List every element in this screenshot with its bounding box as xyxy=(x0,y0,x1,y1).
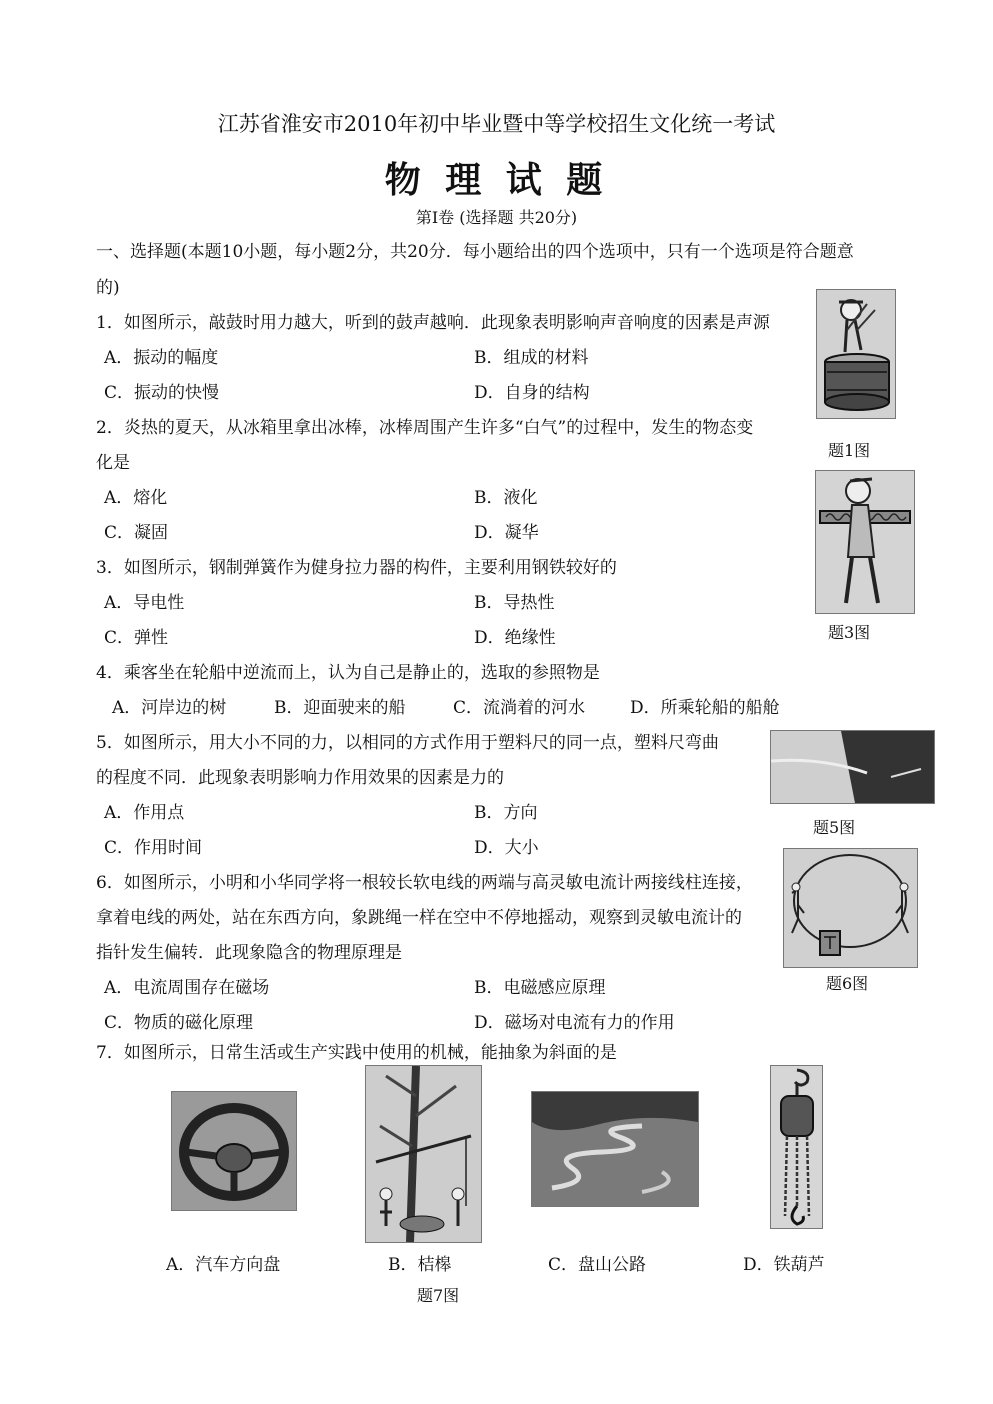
question-5-stem: 5．如图所示，用大小不同的力，以相同的方式作用于塑料尺的同一点，塑料尺弯曲 xyxy=(96,733,719,753)
question-4-stem: 4．乘客坐在轮船中逆流而上，认为自己是静止的，选取的参照物是 xyxy=(96,663,600,683)
question-1-stem: 1．如图所示，敲鼓时用力越大，听到的鼓声越响．此现象表明影响声音响度的因素是声源 xyxy=(96,313,770,333)
q7-option-c: C．盘山公路 xyxy=(548,1255,647,1275)
fig7a-steering-wheel-image xyxy=(171,1091,297,1211)
question-7-stem: 7．如图所示，日常生活或生产实践中使用的机械，能抽象为斜面的是 xyxy=(96,1043,617,1063)
fig3-caption: 题3图 xyxy=(828,623,871,642)
fig7-caption: 题7图 xyxy=(417,1286,460,1305)
fig5-ruler-image xyxy=(770,730,935,804)
q1-option-c: C．振动的快慢 xyxy=(104,383,220,403)
q7-option-b: B．桔槔 xyxy=(388,1255,452,1275)
fig7c-mountain-road-image xyxy=(531,1091,699,1207)
fig6-caption: 题6图 xyxy=(826,974,869,993)
question-3-stem: 3．如图所示，钢制弹簧作为健身拉力器的构件，主要利用钢铁较好的 xyxy=(96,558,617,578)
q6-option-c: C．物质的磁化原理 xyxy=(104,1013,254,1033)
q2-option-b: B．液化 xyxy=(474,488,538,508)
section-heading-cont: 的) xyxy=(96,278,120,298)
fig7b-well-sweep-image xyxy=(365,1065,482,1243)
q1-option-a: A．振动的幅度 xyxy=(104,348,219,368)
q3-option-c: C．弹性 xyxy=(104,628,169,648)
q3-option-b: B．导热性 xyxy=(474,593,555,613)
q2-option-d: D．凝华 xyxy=(474,523,539,543)
fig3-expander-image xyxy=(815,470,915,614)
subject-title: 物 理 试 题 xyxy=(384,159,609,201)
q3-option-a: A．导电性 xyxy=(104,593,185,613)
q5-option-c: C．作用时间 xyxy=(104,838,203,858)
q6-option-a: A．电流周围存在磁场 xyxy=(104,978,270,998)
question-2-stem: 2．炎热的夏天，从冰箱里拿出冰棒，冰棒周围产生许多“白气”的过程中，发生的物态变 xyxy=(96,418,754,438)
section-heading: 一、选择题(本题10小题，每小题2分，共20分．每小题给出的四个选项中，只有一个选项是符合题意 xyxy=(96,242,854,262)
q2-option-a: A．熔化 xyxy=(104,488,168,508)
q5-option-d: D．大小 xyxy=(474,838,539,858)
question-6-stem: 6．如图所示，小明和小华同学将一根较长软电线的两端与高灵敏电流计两接线柱连接， xyxy=(96,873,753,893)
q6-option-b: B．电磁感应原理 xyxy=(474,978,606,998)
q1-option-d: D．自身的结构 xyxy=(474,383,590,403)
q6-option-d: D．磁场对电流有力的作用 xyxy=(474,1013,675,1033)
question-5-stem-cont: 的程度不同．此现象表明影响力作用效果的因素是力的 xyxy=(96,768,504,788)
fig1-caption: 题1图 xyxy=(828,441,871,460)
q1-option-b: B．组成的材料 xyxy=(474,348,589,368)
question-2-stem-cont: 化是 xyxy=(96,453,130,473)
q4-option-a: A．河岸边的树 xyxy=(112,698,227,718)
q5-option-b: B．方向 xyxy=(474,803,538,823)
q4-option-d: D．所乘轮船的船舱 xyxy=(630,698,780,718)
q4-option-c: C．流淌着的河水 xyxy=(453,698,586,718)
fig5-caption: 题5图 xyxy=(813,818,856,837)
fig1-drum-image xyxy=(816,289,896,419)
question-6-stem-cont1: 拿着电线的两处，站在东西方向，象跳绳一样在空中不停地摇动，观察到灵敏电流计的 xyxy=(96,908,742,928)
exam-title: 江苏省淮安市2010年初中毕业暨中等学校招生文化统一考试 xyxy=(217,112,776,136)
fig6-wire-image xyxy=(783,848,918,968)
fig7d-chain-hoist-image xyxy=(770,1065,823,1229)
q5-option-a: A．作用点 xyxy=(104,803,185,823)
volume-label: 第Ⅰ卷 (选择题 共20分) xyxy=(415,208,578,227)
q7-option-d: D．铁葫芦 xyxy=(743,1255,825,1275)
q7-option-a: A．汽车方向盘 xyxy=(166,1255,281,1275)
question-6-stem-cont2: 指针发生偏转．此现象隐含的物理原理是 xyxy=(96,943,402,963)
q4-option-b: B．迎面驶来的船 xyxy=(274,698,406,718)
q3-option-d: D．绝缘性 xyxy=(474,628,556,648)
q2-option-c: C．凝固 xyxy=(104,523,169,543)
